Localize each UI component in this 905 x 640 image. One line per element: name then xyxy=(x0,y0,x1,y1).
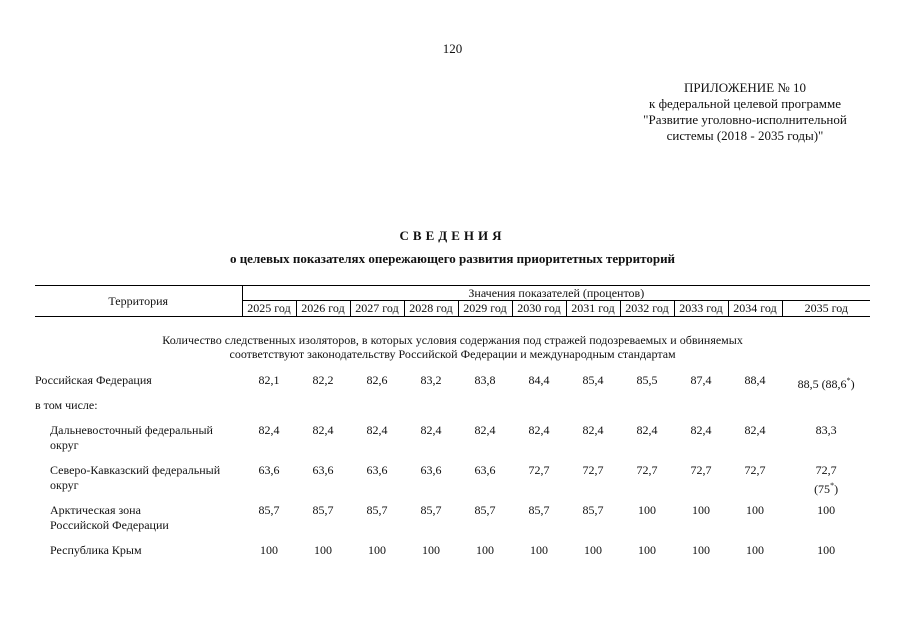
year-header: 2030 год xyxy=(512,301,566,317)
cell-value: 82,6 xyxy=(366,373,388,387)
row-label xyxy=(35,503,242,543)
value-alt xyxy=(782,478,870,497)
table-row xyxy=(35,543,870,568)
cell-value: 85,7 xyxy=(366,503,388,517)
table-row xyxy=(35,463,870,503)
cell-value: 72,7 xyxy=(528,463,550,477)
row-label-line-1: Арктическая зона xyxy=(50,503,141,517)
value-main: 72,7 xyxy=(815,463,837,477)
cell-value: 85,7 xyxy=(474,503,496,517)
year-header: 2035 год xyxy=(782,301,870,317)
cell-value: 82,4 xyxy=(582,423,604,437)
cell-value: 100 xyxy=(314,543,332,557)
row-label-line-1: Республика Крым xyxy=(50,543,142,557)
indicators-table xyxy=(35,285,870,568)
cell-value: 63,6 xyxy=(258,463,280,477)
cell-value: 100 xyxy=(692,543,710,557)
footnote-mark: * xyxy=(846,376,851,385)
footnote-mark: * xyxy=(830,481,835,490)
cell-value-2035 xyxy=(782,463,870,503)
appendix-line-1: к федеральной целевой программе xyxy=(649,96,841,111)
cell-value: 83,2 xyxy=(420,373,442,387)
cell-value: 85,7 xyxy=(528,503,550,517)
heading-subtitle: о целевых показателях опережающего развития приоритетных территорий xyxy=(229,251,676,266)
cell-value: 82,4 xyxy=(366,423,388,437)
section-title xyxy=(35,317,870,374)
cell-value: 83,8 xyxy=(474,373,496,387)
value-main: 88,5 (88,6 xyxy=(797,377,847,391)
cell-value: 100 xyxy=(368,543,386,557)
row-label xyxy=(35,463,242,503)
row-label xyxy=(35,398,242,423)
table-row xyxy=(35,423,870,463)
cell-value: 85,5 xyxy=(636,373,658,387)
cell-value: 82,4 xyxy=(474,423,496,437)
cell-value: 100 xyxy=(746,543,764,557)
cell-value: 82,4 xyxy=(312,423,334,437)
cell-value: 100 xyxy=(422,543,440,557)
cell-value: 72,7 xyxy=(744,463,766,477)
value-open: (75 xyxy=(814,482,831,496)
cell-value: 85,7 xyxy=(420,503,442,517)
cell-value: 63,6 xyxy=(312,463,334,477)
cell-value: 82,4 xyxy=(636,423,658,437)
cell-value: 82,1 xyxy=(258,373,280,387)
cell-value: 87,4 xyxy=(690,373,712,387)
year-header: 2028 год xyxy=(404,301,458,317)
heading-title: СВЕДЕНИЯ xyxy=(399,228,506,243)
cell-value: 72,7 xyxy=(582,463,604,477)
cell-value: 82,4 xyxy=(420,423,442,437)
row-label xyxy=(35,373,242,398)
value-close: ) xyxy=(834,482,839,496)
values-header: Значения показателей (процентов) xyxy=(242,286,870,301)
cell-value: 82,4 xyxy=(690,423,712,437)
year-header: 2025 год xyxy=(242,301,296,317)
year-header: 2031 год xyxy=(566,301,620,317)
cell-value: 82,4 xyxy=(258,423,280,437)
cell-value: 100 xyxy=(476,543,494,557)
cell-value-2035: 83,3 xyxy=(815,423,837,437)
cell-value: 100 xyxy=(638,503,656,517)
section-title-line-2: соответствуют законодательству Российской Федерации и международным стандартам xyxy=(229,347,676,361)
cell-value: 82,4 xyxy=(528,423,550,437)
year-header: 2034 год xyxy=(728,301,782,317)
cell-value: 100 xyxy=(260,543,278,557)
cell-value: 63,6 xyxy=(474,463,496,477)
appendix-block xyxy=(600,80,890,144)
cell-value: 100 xyxy=(584,543,602,557)
cell-value: 85,7 xyxy=(582,503,604,517)
cell-value-2035 xyxy=(782,373,870,398)
cell-value: 72,7 xyxy=(690,463,712,477)
row-label-line-1: Дальневосточный федеральный xyxy=(50,423,213,437)
row-label-line-1: Российская Федерация xyxy=(35,373,152,387)
table-row xyxy=(35,398,870,423)
appendix-title: ПРИЛОЖЕНИЕ № 10 xyxy=(683,80,807,95)
row-label-line-1: Северо-Кавказский федеральный xyxy=(50,463,221,477)
cell-value: 72,7 xyxy=(636,463,658,477)
cell-value: 85,7 xyxy=(312,503,334,517)
appendix-line-2: "Развитие уголовно-исполнительной xyxy=(643,112,847,127)
cell-value: 85,7 xyxy=(258,503,280,517)
year-header: 2033 год xyxy=(674,301,728,317)
table-row xyxy=(35,373,870,398)
cell-value: 63,6 xyxy=(420,463,442,477)
row-label-line-2: Российской Федерации xyxy=(50,518,169,532)
row-label-line-2: округ xyxy=(50,438,79,452)
cell-value: 85,4 xyxy=(582,373,604,387)
cell-value: 63,6 xyxy=(366,463,388,477)
year-header: 2029 год xyxy=(458,301,512,317)
section-title-line-1: Количество следственных изоляторов, в которых условия содержания под стражей подозреваемых и обвиняемых xyxy=(162,333,743,347)
cell-value: 82,2 xyxy=(312,373,334,387)
cell-value: 100 xyxy=(638,543,656,557)
row-label-line-2: округ xyxy=(50,478,79,492)
row-label xyxy=(35,543,242,568)
cell-value: 100 xyxy=(530,543,548,557)
cell-value: 82,4 xyxy=(744,423,766,437)
cell-value: 84,4 xyxy=(528,373,550,387)
row-label-line-1: в том числе: xyxy=(35,398,98,412)
page-number: 120 xyxy=(442,41,463,56)
year-header: 2027 год xyxy=(350,301,404,317)
year-header: 2032 год xyxy=(620,301,674,317)
row-label xyxy=(35,423,242,463)
cell-value: 100 xyxy=(692,503,710,517)
cell-value: 88,4 xyxy=(744,373,766,387)
cell-value: 100 xyxy=(746,503,764,517)
appendix-line-3: системы (2018 - 2035 годы)" xyxy=(666,128,824,143)
territory-header: Территория xyxy=(35,286,242,317)
value-close: ) xyxy=(850,377,855,391)
cell-value-2035: 100 xyxy=(817,503,836,517)
year-header: 2026 год xyxy=(296,301,350,317)
table-row xyxy=(35,503,870,543)
cell-value-2035: 100 xyxy=(817,543,836,557)
